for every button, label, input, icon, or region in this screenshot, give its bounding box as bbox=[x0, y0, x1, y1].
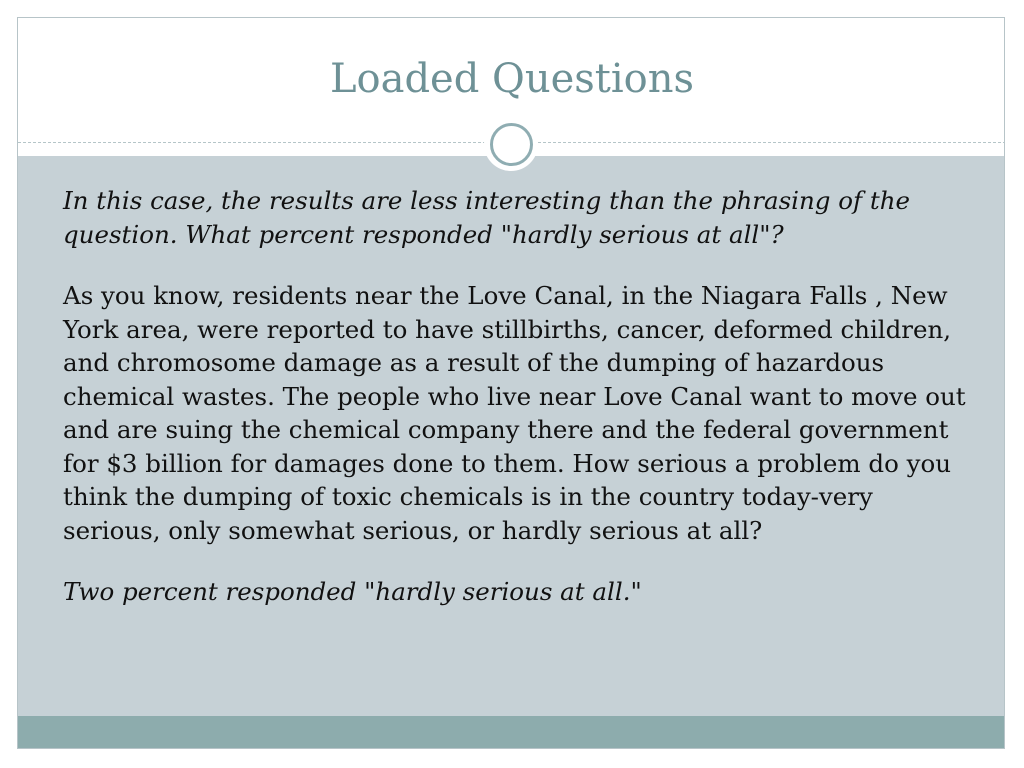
content-panel bbox=[18, 156, 1005, 716]
footer-bar bbox=[18, 716, 1005, 749]
question-paragraph: As you know, residents near the Love Canal, in the Niagara Falls , New York area, were reported to have stillbirths, cancer, deformed children, and chromosome damage as a result of the dumping of hazardous chemical wastes. The people who live near Love Canal want to move out and are suing the chemical company there and the federal government for $3 billion for damages done to them. How serious a problem do you think the dumping of toxic chemicals is in the country today-very serious, only somewhat serious, or hardly serious at all? bbox=[63, 281, 966, 545]
circle-ring bbox=[490, 123, 533, 166]
slide-title: Loaded Questions bbox=[329, 56, 695, 102]
body-text bbox=[63, 184, 973, 609]
result-paragraph: Two percent responded "hardly serious at all." bbox=[63, 577, 642, 606]
circle-ornament-icon bbox=[484, 117, 538, 171]
slide bbox=[17, 17, 1005, 749]
intro-paragraph: In this case, the results are less interesting than the phrasing of the question. What percent responded "hardly serious at all"? bbox=[63, 186, 910, 249]
